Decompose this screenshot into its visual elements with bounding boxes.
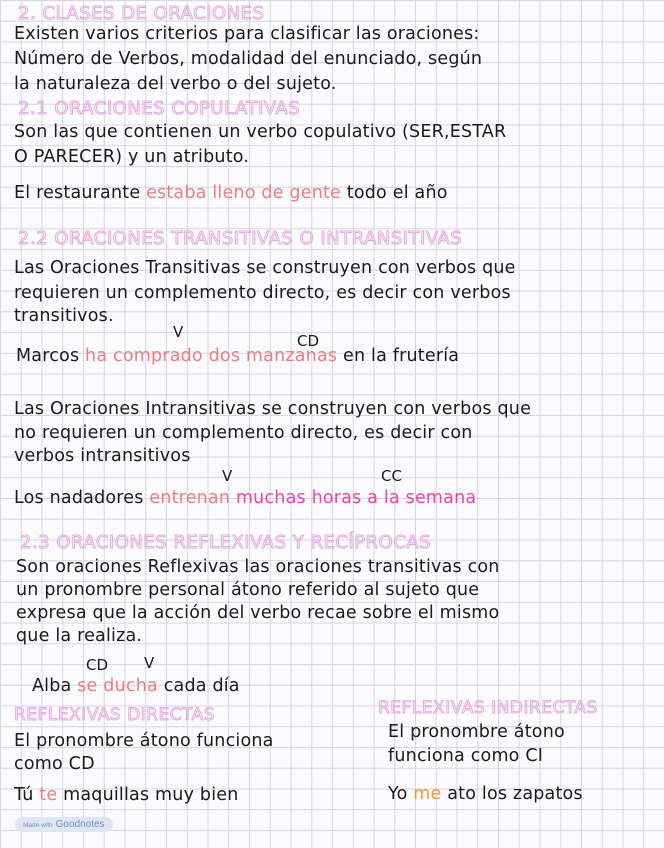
text-line: Las Oraciones Transitivas se construyen con verbos que: [14, 258, 516, 278]
subheading-indirectas: REFLEXIVAS INDIRECTAS: [378, 698, 598, 718]
section-heading-clases: 2. CLASES DE ORACIONES: [18, 3, 265, 24]
cc-mark: CC: [381, 467, 402, 485]
highlight-attribute: estaba lleno de gente: [146, 183, 342, 203]
example-directa: [14, 783, 239, 807]
text-line: Las Oraciones Intransitivas se construyen con verbos que: [14, 399, 532, 419]
example-subject: Los nadadores: [14, 488, 150, 508]
highlight-pronoun: se: [77, 676, 98, 696]
highlight-verb: ducha: [103, 676, 158, 696]
text-line: funciona como CI: [388, 746, 544, 766]
text-line: expresa que la acción del verbo recae sobre el mismo: [16, 603, 500, 623]
text-line: Son oraciones Reflexivas las oraciones transitivas con: [16, 557, 500, 577]
cd-mark: CD: [297, 332, 320, 350]
watermark-brand: Goodnotes: [55, 819, 105, 830]
text-line: Existen varios criterios para clasificar las oraciones:: [14, 24, 480, 44]
example-subject: Marcos: [16, 346, 86, 366]
text-line: como CD: [14, 754, 95, 774]
example-rest: todo el año: [341, 183, 448, 203]
highlight-complement: muchas horas a la semana: [235, 488, 477, 508]
text-line: O PARECER) y un atributo.: [14, 147, 250, 167]
text-line: la naturaleza del verbo o del sujeto.: [14, 74, 337, 94]
section-heading-copulativas: 2.1 ORACIONES COPULATIVAS: [18, 98, 301, 119]
example-rest: maquillas muy bien: [57, 785, 239, 805]
highlight-pronoun: me: [413, 784, 442, 804]
text-line: que la realiza.: [16, 626, 143, 646]
text-line: transitivos.: [14, 306, 114, 326]
example-subject: Yo: [388, 784, 414, 804]
text-line: Son las que contienen un verbo copulativo (SER,ESTAR: [14, 122, 507, 142]
example-reflexiva: [32, 674, 240, 698]
text-line: El pronombre átono: [388, 722, 565, 742]
section-heading-transitivas: 2.2 ORACIONES TRANSITIVAS O INTRANSITIVAS: [18, 228, 463, 249]
text-line: no requieren un complemento directo, es decir con: [14, 423, 473, 443]
verb-mark: V: [173, 323, 184, 341]
example-rest: ato los zapatos: [441, 784, 583, 804]
example-subject: Tú: [14, 785, 40, 805]
verb-mark: V: [144, 654, 155, 672]
text-line: un pronombre personal átono referido al sujeto que: [16, 580, 480, 600]
section-heading-reflexivas: 2.3 ORACIONES REFLEXIVAS Y RECÍPROCAS: [20, 532, 432, 553]
example-subject: El restaurante: [14, 183, 147, 203]
subheading-directas: REFLEXIVAS DIRECTAS: [14, 705, 216, 725]
watermark-prefix: Made with: [23, 822, 53, 829]
verb-mark: V: [222, 467, 233, 485]
example-subject: Alba: [32, 676, 78, 696]
highlight-object: dos manzanas: [208, 346, 338, 366]
example-transitiva: [16, 344, 459, 368]
example-indirecta: [388, 782, 583, 806]
goodnotes-watermark: [15, 817, 113, 832]
example-rest: cada día: [157, 676, 240, 696]
highlight-pronoun: te: [39, 785, 58, 805]
example-copulativa: [14, 181, 448, 205]
example-rest: en la frutería: [337, 346, 460, 366]
highlight-verb: entrenan: [149, 488, 231, 508]
text-line: El pronombre átono funciona: [14, 731, 274, 751]
highlight-verb: ha comprado: [85, 346, 203, 366]
cd-mark: CD: [86, 656, 109, 674]
example-intransitiva: [14, 486, 476, 510]
text-line: Número de Verbos, modalidad del enunciado, según: [14, 49, 483, 69]
text-line: requieren un complemento directo, es decir con verbos: [14, 283, 511, 303]
text-line: verbos intransitivos: [14, 446, 191, 466]
